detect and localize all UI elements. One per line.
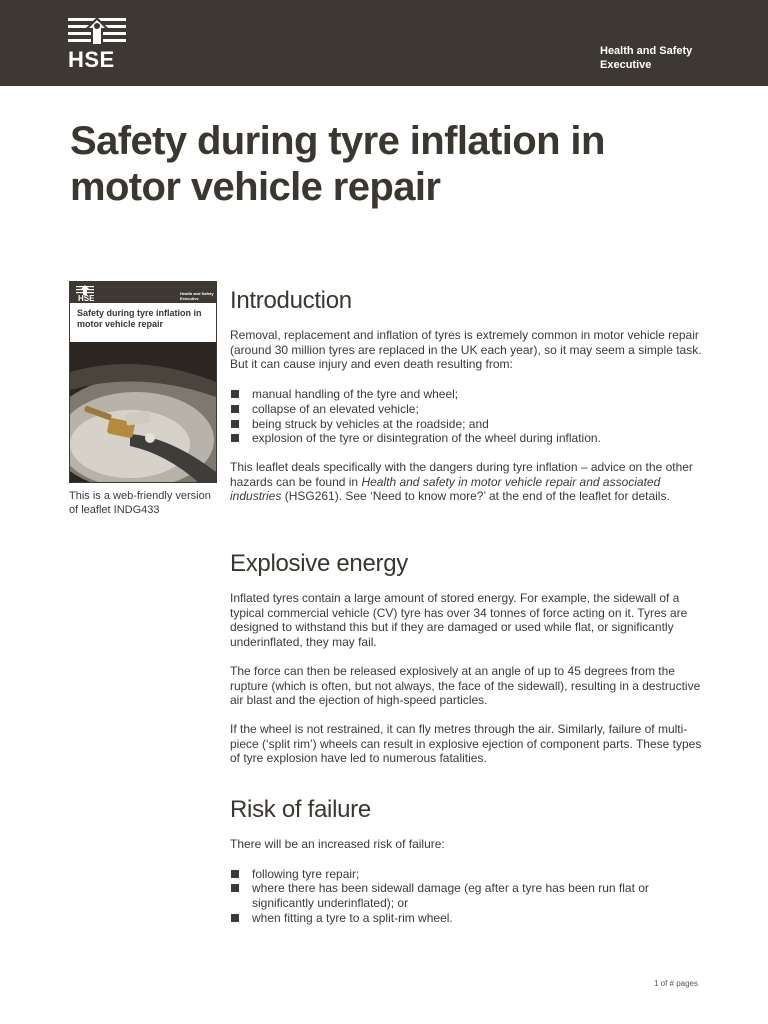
explosive-paragraph-3: If the wheel is not restrained, it can fly metres through the air. Similarly, failure of multi-piece (‘split rim’) wheels can result in explosive ejection of component parts. These types of tyre explosion have led to numerous fatalities. bbox=[230, 721, 702, 766]
leaflet-cover-thumbnail bbox=[69, 281, 217, 483]
page-number: 1 of # pages bbox=[653, 979, 698, 988]
caption-line-2: of leaflet INDG433 bbox=[69, 504, 160, 516]
introduction-section bbox=[230, 287, 705, 504]
hsg261-title: Health and safety in motor vehicle repair and associated industries bbox=[230, 474, 661, 504]
hse-emblem-icon bbox=[68, 16, 126, 50]
explosive-energy-section bbox=[230, 550, 705, 766]
intro-p2-text-b: (HSG261). See ‘Need to know more?’ at the end of the leaflet for details. bbox=[281, 489, 670, 504]
title-line-2: motor vehicle repair bbox=[70, 165, 441, 209]
list-item: where there has been sidewall damage (eg after a tyre has been run flat or significantly underinflated); or bbox=[230, 881, 705, 910]
intro-p2-text-a: This leaflet deals specifically with the dangers during tyre inflation – advice on the other hazards can be found in bbox=[230, 459, 693, 489]
explosive-paragraph-2: The force can then be released explosively at an angle of up to 45 degrees from the rupture (which is often, but not always, the face of the sidewall), resulting in a destructive air blast and the ejection of high-speed particles. bbox=[230, 663, 701, 708]
list-item: when fitting a tyre to a split-rim wheel. bbox=[230, 911, 705, 926]
risk-intro-paragraph: There will be an increased risk of failure: bbox=[230, 837, 445, 851]
explosive-paragraph-1: Inflated tyres contain a large amount of stored energy. For example, the sidewall of a typical commercial vehicle (CV) tyre has over 34 tonnes of force acting on it. Tyres are designed to withstand this but if they are damaged or used while flat, or significantly underinflated, they may fail. bbox=[230, 591, 688, 650]
introduction-heading: Introduction bbox=[230, 287, 352, 314]
risk-of-failure-section bbox=[230, 796, 705, 926]
cover-title-line-2: motor vehicle repair bbox=[77, 319, 164, 329]
cover-caption bbox=[69, 489, 219, 517]
page-title bbox=[70, 118, 710, 210]
header-bar bbox=[0, 0, 768, 86]
org-line-1: Health and Safety bbox=[600, 45, 693, 57]
introduction-paragraph-1: Removal, replacement and inflation of tyres is extremely common in motor vehicle repair (around 30 million tyres are replaced in the UK each year), so it may seem a simple task. But it can cause injury and even death resulting from: bbox=[230, 328, 702, 372]
list-item: collapse of an elevated vehicle; bbox=[230, 402, 705, 417]
cover-title bbox=[77, 308, 212, 330]
tyre-valve-photo bbox=[70, 342, 216, 482]
list-item: explosion of the tyre or disintegration of the wheel during inflation. bbox=[230, 431, 705, 446]
hse-logo bbox=[68, 16, 126, 72]
risk-list bbox=[230, 867, 705, 926]
list-item: being struck by vehicles at the roadside; and bbox=[230, 417, 705, 432]
cover-org-name: Health and Safety Executive bbox=[180, 291, 214, 301]
title-line-1: Safety during tyre inflation in bbox=[70, 119, 605, 163]
cover-logo-text: HSE bbox=[78, 294, 95, 303]
explosive-energy-heading: Explosive energy bbox=[230, 550, 408, 577]
list-item: following tyre repair; bbox=[230, 867, 705, 882]
cover-title-line-1: Safety during tyre inflation in bbox=[77, 308, 202, 318]
cover-header-bar bbox=[70, 282, 216, 303]
risk-of-failure-heading: Risk of failure bbox=[230, 796, 371, 823]
caption-line-1: This is a web-friendly version bbox=[69, 490, 211, 502]
org-line-2: Executive bbox=[600, 59, 652, 71]
introduction-paragraph-2 bbox=[230, 460, 705, 504]
hazard-list bbox=[230, 387, 705, 446]
list-item: manual handling of the tyre and wheel; bbox=[230, 387, 705, 402]
organisation-name bbox=[600, 44, 730, 72]
hse-logo-text: HSE bbox=[68, 47, 115, 72]
